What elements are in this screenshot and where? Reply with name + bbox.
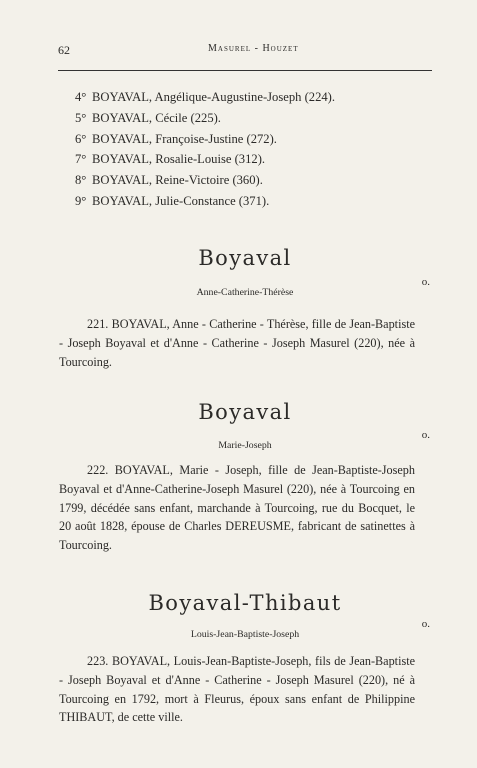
entry-given-name: Anne-Catherine-Thérèse	[196, 287, 294, 298]
list-item	[75, 129, 405, 150]
entry-title: Boyaval	[198, 400, 292, 424]
item-number: 6°	[75, 131, 87, 146]
page-number: 62	[58, 43, 70, 57]
list-item	[75, 108, 405, 129]
entry-given-name: Louis-Jean-Baptiste-Joseph	[190, 629, 300, 640]
list-item	[75, 170, 405, 191]
entry-mark: o.	[421, 429, 430, 441]
entry-mark: o.	[421, 276, 430, 288]
running-head: Masurel - Houzet	[208, 43, 299, 54]
item-text: BOYAVAL, Cécile (225).	[92, 110, 221, 125]
item-number: 9°	[75, 193, 87, 208]
item-text: BOYAVAL, Angélique-Augustine-Joseph (224).	[92, 90, 335, 104]
entry-title: Boyaval-Thibaut	[148, 591, 342, 615]
entry-text: 221. BOYAVAL, Anne - Catherine - Thérèse, fille de Jean-Baptiste - Joseph Boyaval et d'Anne - Catherine - Joseph Masurel (220), née à Tourcoing.	[59, 317, 415, 369]
page-header	[58, 43, 432, 59]
item-number: 4°	[75, 90, 87, 104]
list-item	[75, 87, 405, 108]
children-list	[75, 87, 405, 212]
item-number: 8°	[75, 173, 87, 188]
entry-mark: o.	[421, 618, 430, 630]
item-text: BOYAVAL, Reine-Victoire (360).	[92, 173, 263, 188]
entry-given-name: Marie-Joseph	[218, 440, 272, 451]
item-text: BOYAVAL, Françoise-Justine (272).	[92, 131, 277, 146]
header-rule	[58, 70, 432, 71]
item-text: BOYAVAL, Julie-Constance (371).	[92, 193, 270, 208]
item-text: BOYAVAL, Rosalie-Louise (312).	[92, 152, 266, 167]
item-number: 5°	[75, 110, 87, 125]
entry-title: Boyaval	[198, 246, 292, 270]
list-item	[75, 149, 405, 170]
entry-text: 223. BOYAVAL, Louis-Jean-Baptiste-Joseph, fils de Jean-Baptiste - Joseph Boyaval et d'Anne - Catherine - Joseph Masurel (220), né à Tourcoing en 1792, mort à Fleurus, époux sans enfant de Philippine THIBAUT, de cette ville.	[59, 654, 415, 725]
entry-text: 222. BOYAVAL, Marie - Joseph, fille de Jean-Baptiste-Joseph Boyaval et d'Anne-Catherine-Joseph Masurel (220), née à Tourcoing en 1799, décédée sans enfant, marchande à Tourcoing, rue du Bocquet, le 20 août 1828, épouse de Charles DEREUSME, fabricant de satinettes à Tourcoing.	[59, 463, 415, 553]
list-item	[75, 191, 405, 212]
item-number: 7°	[75, 152, 87, 167]
